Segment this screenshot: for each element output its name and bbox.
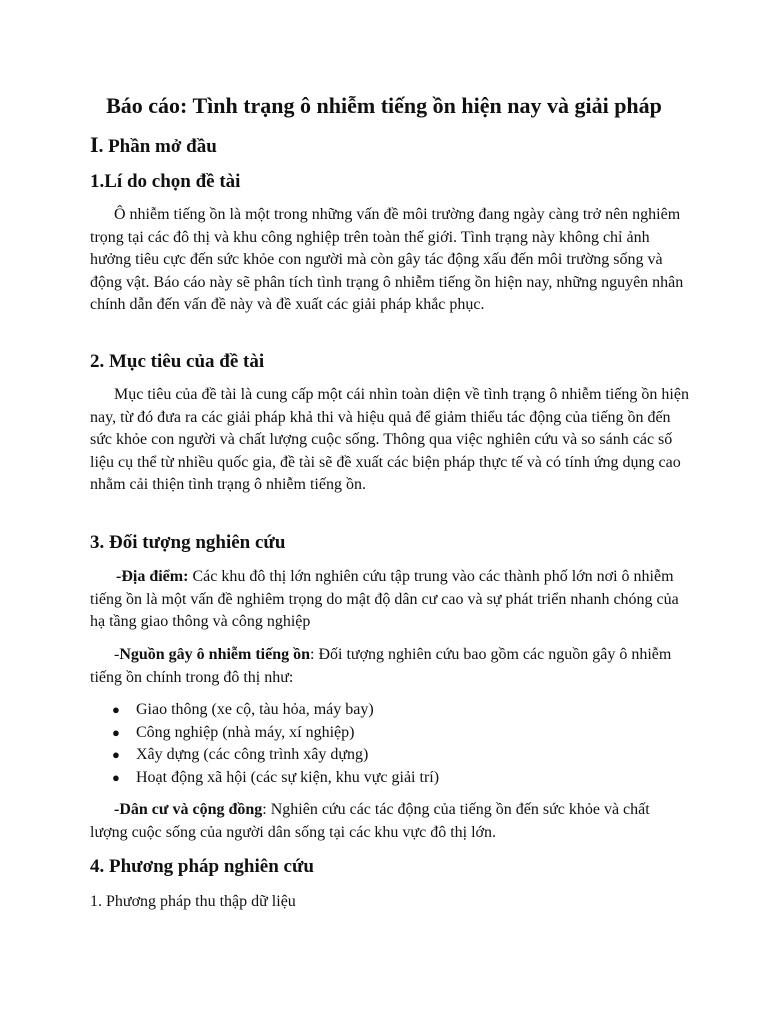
report-title: Báo cáo: Tình trạng ô nhiễm tiếng ồn hiện nay và giải pháp (106, 93, 662, 118)
section-intro-label: . Phần mở đầu (98, 136, 217, 157)
sources-prefix: - (114, 646, 120, 663)
objective-heading: 2. Mục tiêu của đề tài (90, 351, 265, 372)
method-item-1: 1. Phương pháp thu thập dữ liệu (90, 893, 296, 910)
community-text: : Nghiên cứu các tác động của tiếng ồn đến sức khỏe và chất lượng cuộc sống của người dân sống tại các khu vực đô thị lớn. (90, 801, 650, 841)
community-paragraph (90, 799, 690, 844)
reason-heading: 1.Lí do chọn đề tài (90, 171, 241, 192)
bullet-icon: ● (112, 724, 120, 740)
list-item (90, 767, 690, 790)
section-intro-heading (90, 132, 217, 158)
sources-text: : Đối tượng nghiên cứu bao gồm các nguồn gây ô nhiễm tiếng ồn chính trong đô thị như: (90, 646, 672, 686)
list-item-text: Giao thông (xe cộ, tàu hỏa, máy bay) (136, 701, 374, 718)
list-item-text: Công nghiệp (nhà máy, xí nghiệp) (136, 723, 355, 741)
roman-numeral: I (90, 132, 99, 157)
subject-heading: 3. Đối tượng nghiên cứu (90, 532, 286, 553)
community-label: -Dân cư và cộng đồng (114, 801, 263, 818)
list-item-text: Hoạt động xã hội (các sự kiện, khu vực giải trí) (136, 768, 440, 786)
bullet-icon: ● (112, 769, 120, 785)
list-item (90, 744, 690, 767)
sources-paragraph (90, 644, 690, 689)
reason-paragraph: Ô nhiễm tiếng ồn là một trong những vấn đề môi trường đang ngày càng trở nên nghiêm trọng tại các đô thị và khu công nghiệp trên toàn thế giới. Tình trạng này không chỉ ảnh hưởng tiêu cực đến sức khỏe con người mà còn gây tác động xấu đến môi trường sống và động vật. Báo cáo này sẽ phân tích tình trạng ô nhiễm tiếng ồn hiện nay, những nguyên nhân chính dẫn đến vấn đề này và đề xuất các giải pháp khắc phục. (90, 206, 684, 314)
location-label: -Địa điểm: (116, 568, 189, 585)
list-item (90, 699, 690, 722)
location-paragraph (90, 566, 690, 634)
bullet-icon: ● (112, 702, 120, 717)
objective-paragraph: Mục tiêu của đề tài là cung cấp một cái nhìn toàn diện về tình trạng ô nhiễm tiếng ồn hiện nay, từ đó đưa ra các giải pháp khả thi và hiệu quả để giảm thiểu tác động của tiếng ồn đến sức khỏe con người và chất lượng cuộc sống. Thông qua việc nghiên cứu và so sánh các số liệu cụ thể từ nhiều quốc gia, đề tài sẽ đề xuất các biện pháp thực tế và có tính ứng dụng cao nhằm cải thiện tình trạng ô nhiễm tiếng ồn. (90, 386, 689, 494)
method-heading: 4. Phương pháp nghiên cứu (90, 856, 314, 877)
sources-label: Nguồn gây ô nhiễm tiếng ồn (119, 646, 311, 663)
noise-sources-list (90, 699, 690, 789)
location-text: Các khu đô thị lớn nghiên cứu tập trung vào các thành phố lớn nơi ô nhiễm tiếng ồn là một vấn đề nghiêm trọng do mật độ dân cư cao và sự phát triển nhanh chóng của hạ tầng giao thông và công nghiệp (90, 568, 679, 631)
list-item (90, 722, 690, 745)
bullet-icon: ● (112, 747, 120, 763)
list-item-text: Xây dựng (các công trình xây dựng) (136, 746, 369, 764)
